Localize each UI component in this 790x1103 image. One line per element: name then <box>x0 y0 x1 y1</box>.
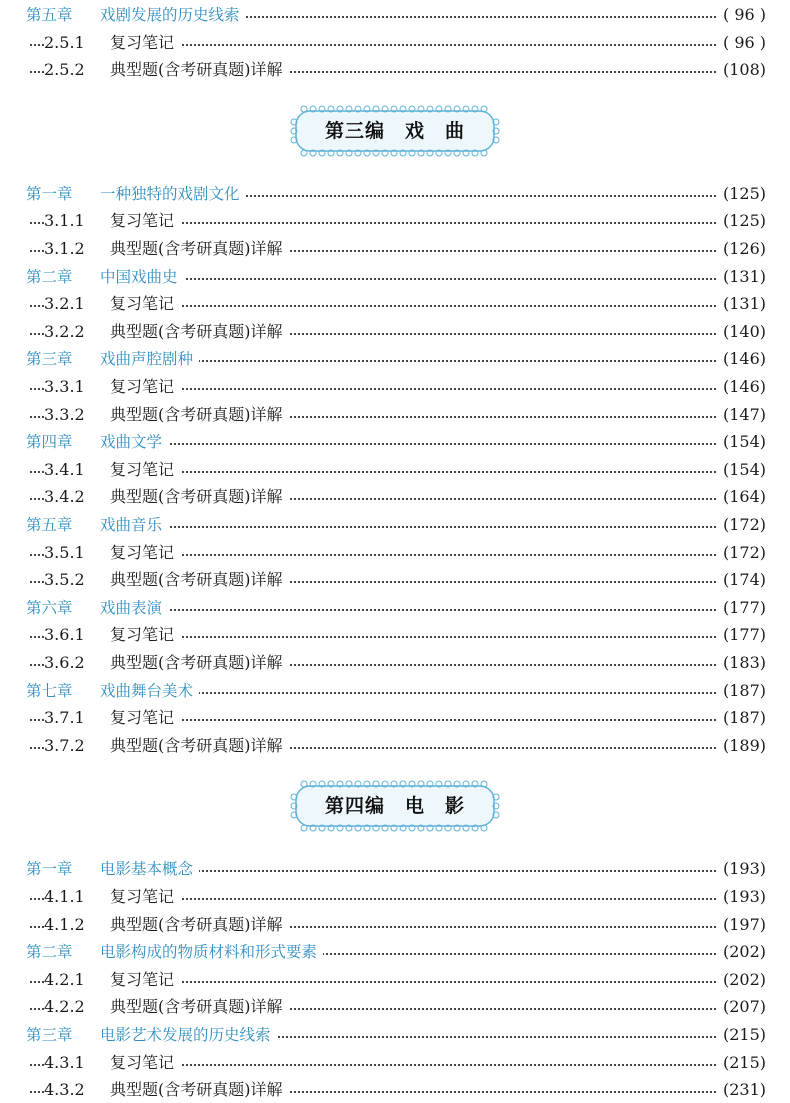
entry-number: 4.2.1 <box>44 969 85 989</box>
page-number: (202) <box>717 939 766 965</box>
toc-section-entry[interactable] <box>0 1050 790 1076</box>
entry-title: 复习笔记 <box>110 211 175 231</box>
entry-title: 戏剧发展的历史线索 <box>100 6 240 24</box>
entry-title: 典型题(含考研真题)详解 <box>110 321 283 341</box>
entry-title: 戏曲声腔剧种 <box>100 350 194 369</box>
entry-number: 第二章 <box>26 267 73 286</box>
part-title: 第三编 戏 曲 <box>324 119 465 142</box>
entry-number: 第一章 <box>26 860 73 879</box>
toc-section-entry[interactable] <box>0 967 790 993</box>
entry-title: 戏曲舞台美术 <box>100 681 194 700</box>
toc-chapter-entry[interactable] <box>0 939 790 965</box>
entry-label <box>26 2 246 28</box>
entry-title: 电影构成的物质材料和形式要素 <box>100 943 318 962</box>
entry-label <box>44 208 180 234</box>
page-number: (174) <box>717 567 766 593</box>
entry-title: 典型题(含考研真题)详解 <box>110 239 283 258</box>
entry-label <box>44 994 289 1020</box>
page-number: (202) <box>717 967 766 993</box>
toc-section-entry[interactable] <box>0 57 790 83</box>
entry-title: 一种独特的戏剧文化 <box>100 184 240 203</box>
entry-number: 4.2.2 <box>44 997 85 1017</box>
entry-title: 复习笔记 <box>110 1052 175 1072</box>
page-number: (193) <box>717 856 766 882</box>
toc-section-entry[interactable] <box>0 30 790 56</box>
page-number: (154) <box>717 429 766 455</box>
toc-chapter-entry[interactable] <box>0 595 790 621</box>
toc-section-entry[interactable] <box>0 374 790 400</box>
entry-number: 3.2.2 <box>44 321 85 341</box>
entry-label <box>44 319 289 345</box>
entry-title: 复习笔记 <box>110 32 175 52</box>
entry-title: 典型题(含考研真题)详解 <box>110 914 283 934</box>
toc-chapter-entry[interactable] <box>0 512 790 538</box>
page-number: (215) <box>717 1022 766 1048</box>
entry-label <box>44 457 180 483</box>
entry-title: 复习笔记 <box>110 377 175 396</box>
toc-chapter-entry[interactable] <box>0 346 790 372</box>
page-number: (177) <box>717 622 766 648</box>
entry-title: 复习笔记 <box>110 542 175 562</box>
toc-section-entry[interactable] <box>0 650 790 676</box>
page-number: (126) <box>717 236 766 262</box>
toc-section-entry[interactable] <box>0 402 790 428</box>
entry-label <box>26 856 199 882</box>
entry-label <box>44 402 289 428</box>
page-number: (146) <box>717 374 766 400</box>
entry-label <box>44 540 180 566</box>
page-number: (189) <box>717 733 766 759</box>
page-number: (125) <box>717 181 766 207</box>
entry-title: 复习笔记 <box>110 708 175 728</box>
entry-number: 第三章 <box>26 350 73 369</box>
entry-title: 电影艺术发展的历史线索 <box>100 1026 271 1044</box>
entry-label <box>26 264 184 290</box>
toc-section-entry[interactable] <box>0 994 790 1020</box>
page-number: (131) <box>717 264 766 290</box>
entry-number: 第二章 <box>26 943 73 962</box>
page-number: (146) <box>717 346 766 372</box>
toc-section-entry[interactable] <box>0 622 790 648</box>
toc-section-entry[interactable] <box>0 208 790 234</box>
entry-label <box>26 181 246 207</box>
entry-title: 戏曲音乐 <box>100 516 163 534</box>
entry-label <box>26 346 199 372</box>
page-number: (177) <box>717 595 766 621</box>
toc-section-entry[interactable] <box>0 484 790 510</box>
page-number: (147) <box>717 402 766 428</box>
entry-label <box>44 733 289 759</box>
page-number: (187) <box>717 678 766 704</box>
entry-title: 复习笔记 <box>110 294 175 314</box>
entry-title: 戏曲表演 <box>100 598 163 617</box>
toc-chapter-entry[interactable] <box>0 2 790 28</box>
entry-number: 3.5.2 <box>44 570 85 590</box>
entry-title: 复习笔记 <box>110 625 175 645</box>
toc-section-entry[interactable] <box>0 733 790 759</box>
page-number: ( 96 ) <box>717 2 766 28</box>
entry-title: 典型题(含考研真题)详解 <box>110 60 283 80</box>
page-number: (197) <box>717 912 766 938</box>
toc-section-entry[interactable] <box>0 705 790 731</box>
page-number: (172) <box>717 512 766 538</box>
entry-number: 3.3.1 <box>44 377 85 396</box>
entry-number: 4.3.1 <box>44 1052 85 1072</box>
page-number: (125) <box>717 208 766 234</box>
part-title: 第四编 电 影 <box>324 795 465 818</box>
entry-number: 第七章 <box>26 681 73 700</box>
entry-title: 典型题(含考研真题)详解 <box>110 1080 283 1100</box>
page-number: (193) <box>717 884 766 910</box>
entry-title: 复习笔记 <box>110 459 175 479</box>
toc-chapter-entry[interactable] <box>0 678 790 704</box>
entry-number: 3.4.1 <box>44 459 85 479</box>
entry-label <box>26 678 199 704</box>
page-number: (131) <box>717 291 766 317</box>
page-number: ( 96 ) <box>717 30 766 56</box>
entry-number: 第一章 <box>26 184 73 203</box>
toc-section-entry[interactable] <box>0 884 790 910</box>
toc-section-entry[interactable] <box>0 1077 790 1103</box>
page-number: (207) <box>717 994 766 1020</box>
toc-chapter-entry[interactable] <box>0 181 790 207</box>
page-number: (187) <box>717 705 766 731</box>
entry-number: 4.1.2 <box>44 914 85 934</box>
entry-title: 典型题(含考研真题)详解 <box>110 997 283 1017</box>
entry-label <box>44 650 289 676</box>
entry-title: 复习笔记 <box>110 969 175 989</box>
page-number: (140) <box>717 319 766 345</box>
entry-number: 第四章 <box>26 433 73 452</box>
page-number: (164) <box>717 484 766 510</box>
toc-section-entry[interactable] <box>0 540 790 566</box>
page-number: (231) <box>717 1077 766 1103</box>
part-heading <box>290 105 500 157</box>
entry-title: 复习笔记 <box>110 887 175 906</box>
entry-title: 电影基本概念 <box>100 860 194 879</box>
entry-number: 3.6.1 <box>44 625 85 645</box>
entry-label <box>44 1077 289 1103</box>
entry-number: 2.5.1 <box>44 32 85 52</box>
entry-title: 典型题(含考研真题)详解 <box>110 487 283 507</box>
entry-number: 第五章 <box>26 6 73 24</box>
entry-number: 4.3.2 <box>44 1080 85 1100</box>
entry-number: 3.1.1 <box>44 211 85 231</box>
toc-section-entry[interactable] <box>0 912 790 938</box>
entry-label <box>26 512 168 538</box>
page-number: (172) <box>717 540 766 566</box>
entry-title: 典型题(含考研真题)详解 <box>110 404 283 424</box>
page-number: (108) <box>717 57 766 83</box>
entry-number: 4.1.1 <box>44 887 85 906</box>
entry-label <box>44 967 180 993</box>
entry-number: 3.5.1 <box>44 542 85 562</box>
page-number: (154) <box>717 457 766 483</box>
toc-section-entry[interactable] <box>0 457 790 483</box>
entry-label <box>44 884 180 910</box>
entry-title: 典型题(含考研真题)详解 <box>110 570 283 590</box>
entry-label <box>26 939 323 965</box>
entry-title: 中国戏曲史 <box>100 267 178 286</box>
toc-chapter-entry[interactable] <box>0 429 790 455</box>
entry-label <box>44 236 289 262</box>
entry-label <box>44 484 289 510</box>
entry-number: 2.5.2 <box>44 60 85 80</box>
entry-number: 3.6.2 <box>44 653 85 672</box>
entry-label <box>44 622 180 648</box>
entry-label <box>44 291 180 317</box>
entry-number: 第五章 <box>26 516 73 534</box>
entry-title: 典型题(含考研真题)详解 <box>110 735 283 755</box>
toc-section-entry[interactable] <box>0 567 790 593</box>
entry-number: 3.1.2 <box>44 239 85 258</box>
entry-number: 3.3.2 <box>44 404 85 424</box>
entry-label <box>44 374 180 400</box>
page-number: (183) <box>717 650 766 676</box>
entry-number: 第六章 <box>26 598 73 617</box>
entry-number: 3.4.2 <box>44 487 85 507</box>
toc-chapter-entry[interactable] <box>0 1022 790 1048</box>
entry-label <box>44 1050 180 1076</box>
part-heading <box>290 780 500 832</box>
entry-label <box>44 912 289 938</box>
toc-chapter-entry[interactable] <box>0 856 790 882</box>
entry-title: 戏曲文学 <box>100 433 163 452</box>
toc-chapter-entry[interactable] <box>0 264 790 290</box>
entry-label <box>44 705 180 731</box>
toc-section-entry[interactable] <box>0 236 790 262</box>
toc-section-entry[interactable] <box>0 291 790 317</box>
toc-section-entry[interactable] <box>0 319 790 345</box>
page-number: (215) <box>717 1050 766 1076</box>
entry-label <box>44 30 180 56</box>
entry-number: 3.2.1 <box>44 294 85 314</box>
entry-number: 3.7.1 <box>44 708 85 728</box>
entry-title: 典型题(含考研真题)详解 <box>110 653 283 672</box>
entry-label <box>44 57 289 83</box>
entry-label <box>26 1022 277 1048</box>
entry-label <box>44 567 289 593</box>
entry-number: 3.7.2 <box>44 735 85 755</box>
entry-label <box>26 429 168 455</box>
entry-number: 第三章 <box>26 1026 73 1044</box>
entry-label <box>26 595 168 621</box>
